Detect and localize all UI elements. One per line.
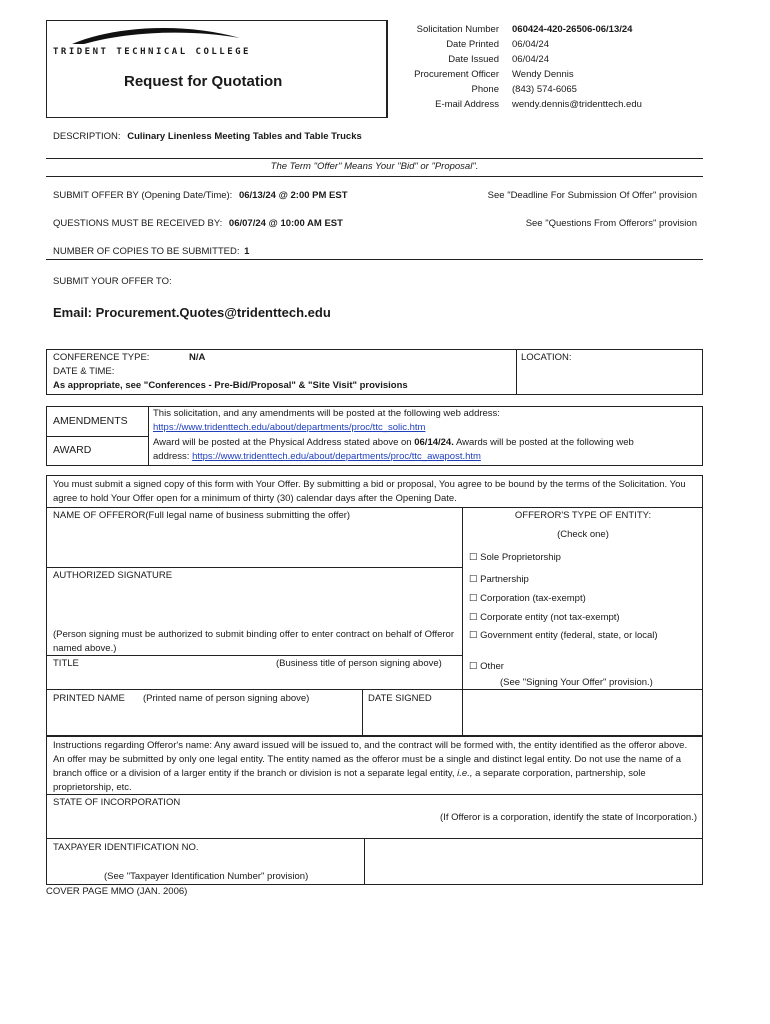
title-label: TITLE: [53, 658, 79, 669]
conference-date-label: DATE & TIME:: [53, 366, 115, 377]
award-date: 06/14/24.: [414, 437, 454, 448]
entity-option-corporation-tax-exempt[interactable]: [469, 593, 586, 605]
amendments-link[interactable]: https://www.tridenttech.edu/about/departments/proc/ttc_solic.htm: [153, 422, 426, 433]
questions-note: See "Questions From Offerors" provision: [525, 218, 697, 229]
description-row: [53, 131, 362, 143]
checkbox-icon[interactable]: ☐: [469, 612, 478, 623]
title-note: (Business title of person signing above): [276, 658, 442, 669]
amendments-text: This solicitation, and any amendments will be posted at the following web address:: [153, 408, 500, 419]
offer-intro-hline: [46, 507, 703, 508]
printed-name-hline: [46, 689, 703, 690]
conference-type-value: N/A: [189, 352, 206, 363]
checkbox-icon[interactable]: ☐: [469, 552, 478, 563]
submit-to-label: SUBMIT YOUR OFFER TO:: [53, 276, 172, 287]
entity-option-label: Corporation (tax-exempt): [480, 593, 586, 604]
page-title: Request for Quotation: [124, 73, 283, 90]
conference-type-label: CONFERENCE TYPE:: [53, 352, 150, 363]
procurement-officer-label: Procurement Officer: [414, 69, 499, 80]
state-incorp-note: (If Offeror is a corporation, identify the state of Incorporation.): [440, 812, 697, 823]
entity-option-corporate-entity[interactable]: [469, 612, 620, 624]
logo-text: TRIDENT TECHNICAL COLLEGE: [53, 47, 251, 57]
date-printed-value: 06/04/24: [512, 39, 549, 50]
entity-option-label: Sole Proprietorship: [480, 552, 561, 563]
instructions-text: [53, 739, 699, 795]
entity-option-label: Other: [480, 661, 504, 672]
taxpayer-divider: [364, 838, 365, 885]
offer-intro: You must submit a signed copy of this form with Your Offer. By submitting a bid or proposal, You agree to be bound by the terms of the Solicitation. You agree to hold Your Offer open for a minimum of thirty (30) calendar days after the Opening Date.: [53, 479, 686, 504]
submit-offer-value: 06/13/24 @ 2:00 PM EST: [238, 190, 348, 201]
divider: [46, 259, 703, 260]
award-text-before: Award will be posted at the Physical Address stated above on: [153, 437, 412, 448]
date-printed-label: Date Printed: [446, 39, 499, 50]
award-text-after: Awards will be posted at the following web: [455, 437, 634, 448]
description-label: DESCRIPTION:: [53, 131, 121, 142]
instructions-p2: a separate corporation, partnership, sole proprietorship, etc.: [53, 768, 646, 793]
instructions-ie: i.e.,: [457, 768, 473, 779]
submit-offer-row: [53, 190, 348, 202]
name-of-offeror-label: NAME OF OFFEROR(Full legal name of business submitting the offer): [53, 510, 351, 521]
solicitation-number-label: Solicitation Number: [416, 24, 499, 35]
divider: [46, 158, 703, 159]
questions-row: [53, 218, 343, 230]
entity-option-label: Corporate entity (not tax-exempt): [480, 612, 620, 623]
instructions-p1: Instructions regarding Offeror's name: Any award issued will be issued to, and the contract will be formed with, the entity identified as the offeror above. An offer may be submitted by only one legal entity. The entity named as the offeror must be a single and distinct legal entity. Do not use the name of a branch office or a division of a larger entity if the branch or division is not a separate legal entity,: [53, 740, 688, 779]
header-divider: [387, 20, 388, 118]
entity-option-other[interactable]: [469, 661, 504, 673]
solicitation-number-value: 060424-420-26506-06/13/24: [512, 24, 633, 35]
printed-name-note: (Printed name of person signing above): [143, 693, 310, 704]
taxpayer-label: TAXPAYER IDENTIFICATION NO.: [53, 842, 199, 853]
submission-email: Email: Procurement.Quotes@tridenttech.edu: [53, 305, 331, 320]
entity-divider: [462, 507, 463, 736]
amendments-hline: [46, 436, 148, 437]
phone-label: Phone: [471, 84, 499, 95]
conference-note: As appropriate, see "Conferences - Pre-Bid/Proposal" & "Site Visit" provisions: [53, 380, 408, 391]
submit-offer-label: SUBMIT OFFER BY (Opening Date/Time):: [53, 190, 233, 201]
copies-row: [53, 246, 249, 258]
date-issued-value: 06/04/24: [512, 54, 549, 65]
award-address-label: address:: [153, 451, 190, 462]
footer-form-id: COVER PAGE MMO (JAN. 2006): [46, 886, 188, 897]
state-incorp-label: STATE OF INCORPORATION: [53, 797, 181, 808]
entity-option-sole-proprietorship[interactable]: [469, 552, 561, 564]
term-note: The Term "Offer" Means Your "Bid" or "Proposal".: [270, 161, 479, 172]
solicitation-info: [392, 24, 762, 114]
entity-note: (See "Signing Your Offer" provision.): [500, 677, 653, 688]
name-hline: [46, 567, 462, 568]
entity-check-note: (Check one): [557, 529, 609, 540]
signature-hline: [46, 655, 462, 656]
checkbox-icon[interactable]: ☐: [469, 593, 478, 604]
entity-option-label: Government entity (federal, state, or local): [480, 630, 658, 641]
award-link-row: [153, 451, 481, 463]
checkbox-icon[interactable]: ☐: [469, 574, 478, 585]
award-text-row: [153, 437, 634, 449]
entity-option-label: Partnership: [480, 574, 529, 585]
questions-label: QUESTIONS MUST BE RECEIVED BY:: [53, 218, 223, 229]
date-signed-label: DATE SIGNED: [368, 693, 432, 704]
submit-offer-note: See "Deadline For Submission Of Offer" provision: [487, 190, 697, 201]
entity-title: OFFEROR'S TYPE OF ENTITY:: [514, 510, 652, 521]
printed-name-divider: [362, 689, 363, 736]
email-address-label: E-mail Address: [435, 99, 499, 110]
amendments-label: AMENDMENTS: [53, 415, 128, 427]
phone-value: (843) 574-6065: [512, 84, 577, 95]
divider: [46, 176, 703, 177]
email-address-value: wendy.dennis@tridenttech.edu: [512, 99, 642, 110]
award-label: AWARD: [53, 444, 92, 456]
award-link[interactable]: https://www.tridenttech.edu/about/departments/proc/ttc_awapost.htm: [192, 451, 481, 462]
printed-name-label: PRINTED NAME: [53, 693, 125, 704]
location-label: LOCATION:: [521, 352, 572, 363]
checkbox-icon[interactable]: ☐: [469, 661, 478, 672]
copies-value: 1: [244, 246, 250, 257]
questions-value: 06/07/24 @ 10:00 AM EST: [228, 218, 343, 229]
signature-note: (Person signing must be authorized to submit binding offer to enter contract on behalf of Offeror named above.): [53, 629, 454, 654]
authorized-signature-label: AUTHORIZED SIGNATURE: [53, 570, 173, 581]
conference-divider: [516, 349, 517, 395]
checkbox-icon[interactable]: ☐: [469, 630, 478, 641]
description-value: Culinary Linenless Meeting Tables and Table Trucks: [127, 131, 362, 142]
taxpayer-note: (See "Taxpayer Identification Number" provision): [104, 871, 309, 882]
entity-option-partnership[interactable]: [469, 574, 529, 586]
amendments-divider: [148, 406, 149, 466]
entity-option-government-entity[interactable]: [469, 630, 658, 642]
copies-label: NUMBER OF COPIES TO BE SUBMITTED:: [53, 246, 240, 257]
date-issued-label: Date Issued: [448, 54, 499, 65]
procurement-officer-value: Wendy Dennis: [512, 69, 574, 80]
